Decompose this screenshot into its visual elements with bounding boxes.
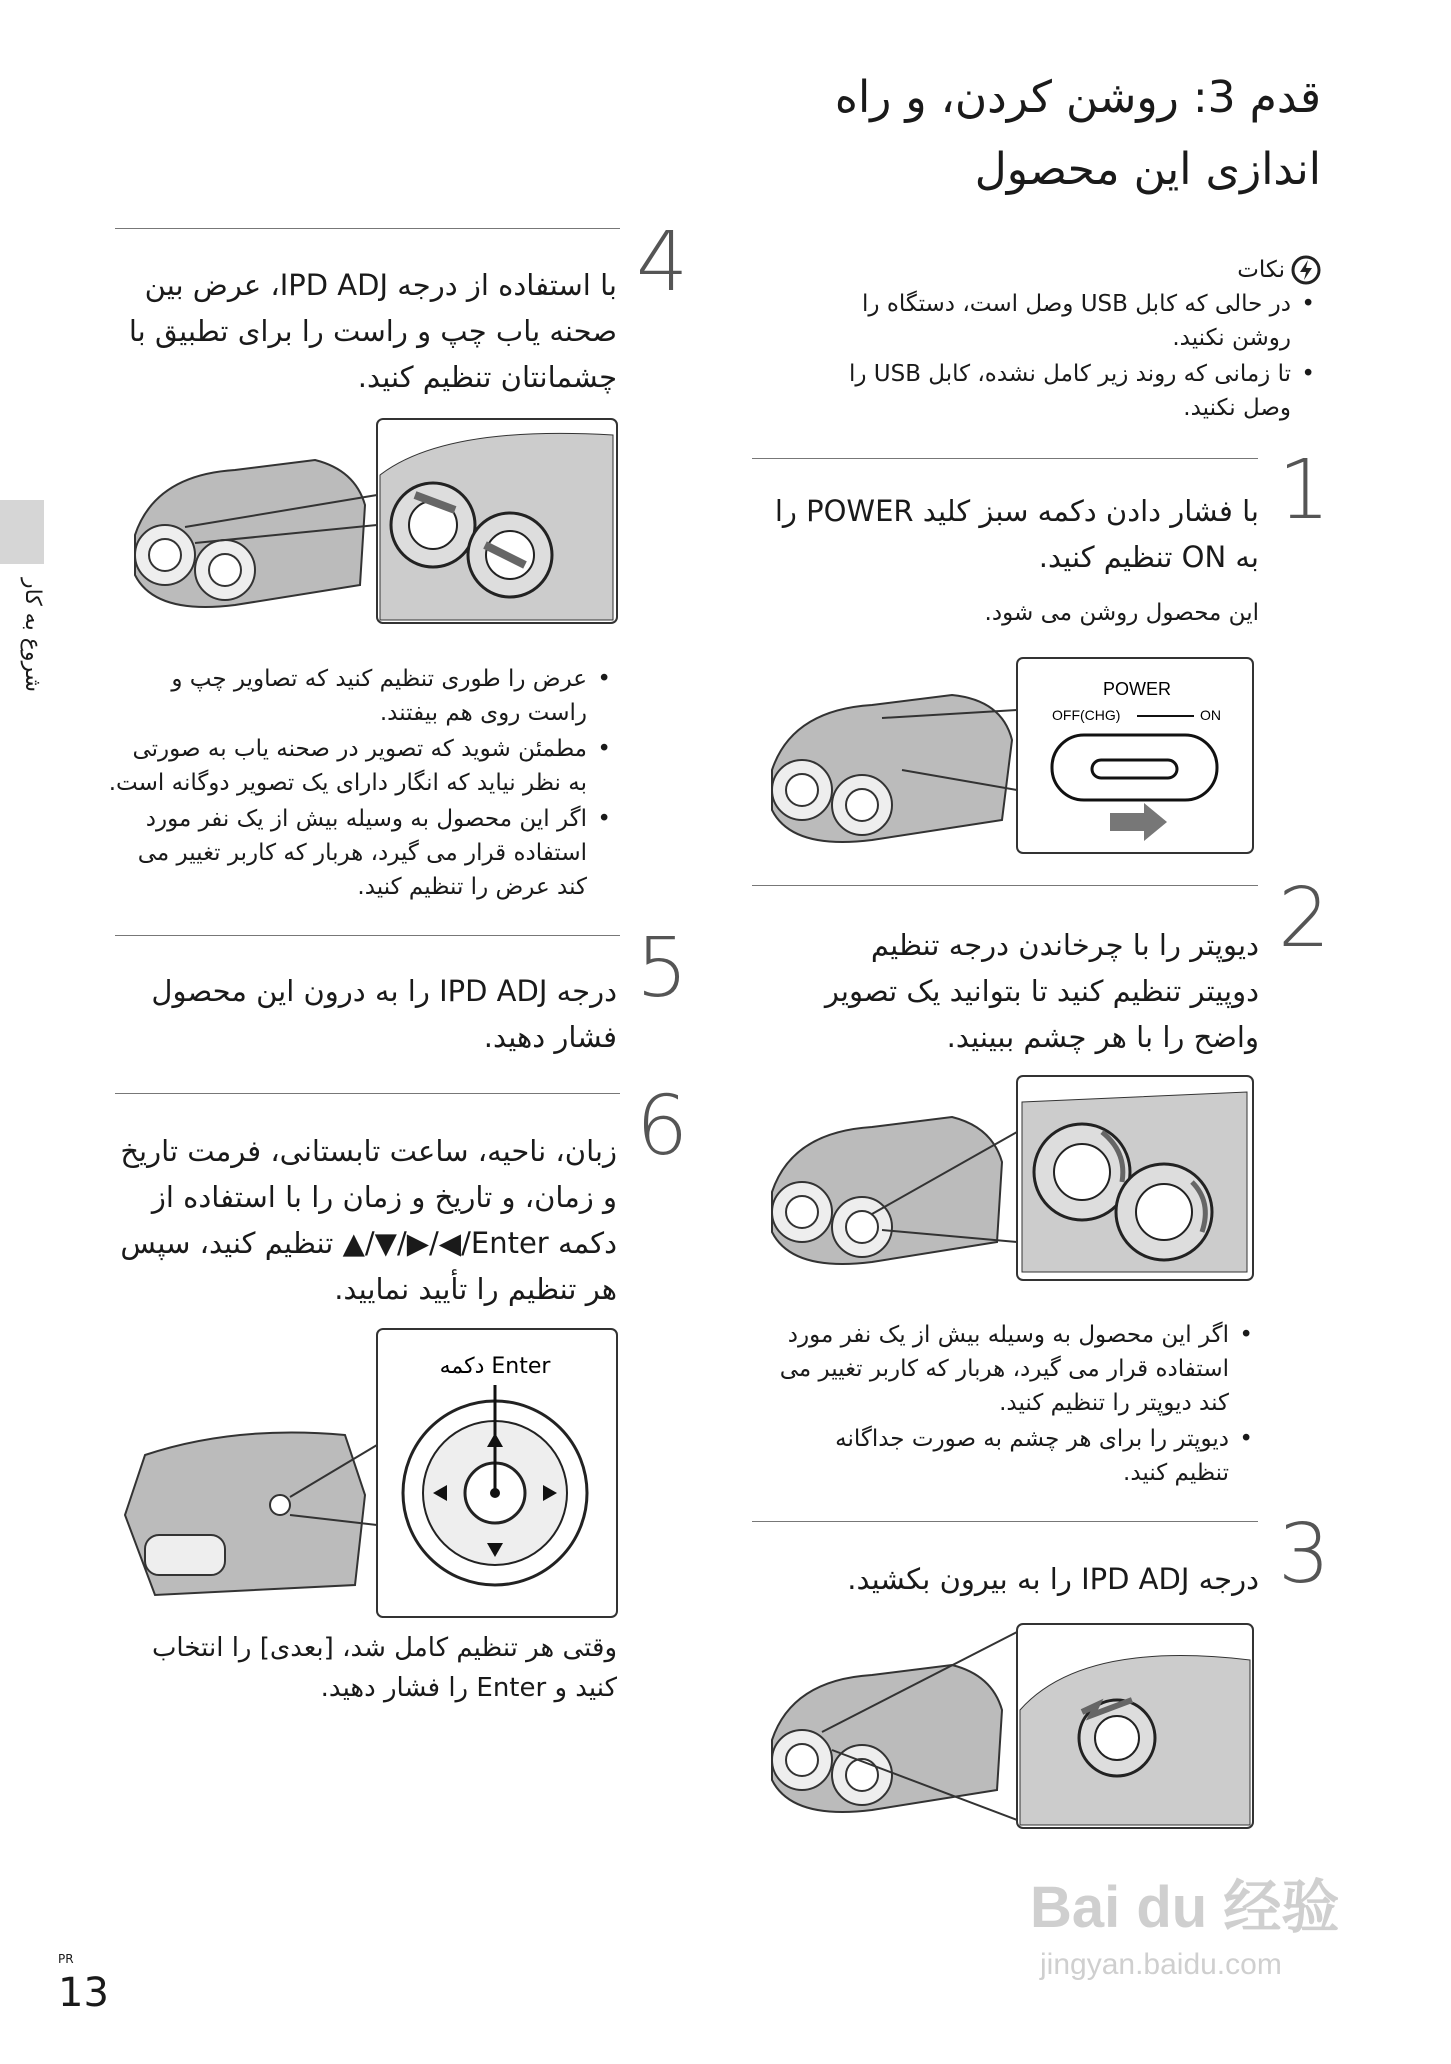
power-label: POWER <box>1102 679 1172 699</box>
step-number-1: 1 <box>1278 443 1331 538</box>
step-divider <box>752 458 1258 459</box>
section-tab <box>0 500 44 564</box>
notes-label: نکات <box>1237 257 1285 283</box>
page-number: 13 <box>58 1970 109 2016</box>
step-divider <box>752 1521 1258 1522</box>
step6-illustration <box>115 1325 620 1625</box>
step4-bullets <box>107 662 617 906</box>
list-item: • دیوپتر را برای هر چشم به صورت جداگانه تنظیم کنید. <box>779 1422 1229 1490</box>
step6-footer: وقتی هر تنظیم کامل شد، [بعدی] را انتخاب کنید و Enter را فشار دهید. <box>151 1633 617 1703</box>
step3-heading: درجه IPD ADJ را به بیرون بکشید. <box>847 1562 1259 1596</box>
step1-heading: با فشار دادن دکمه سبز کلید POWER را به ON تنظیم کنید. <box>774 494 1259 574</box>
step-divider <box>752 885 1258 886</box>
step-divider <box>115 228 620 229</box>
step-number-2: 2 <box>1278 871 1331 966</box>
step-number-3: 3 <box>1278 1507 1331 1602</box>
section-label: شروع به کار <box>20 578 45 693</box>
note-item: • در حالی که کابل USB وصل است، دستگاه را روشن نکنید. <box>841 287 1291 355</box>
step4-illustration <box>115 415 620 627</box>
on-label: ON <box>1200 707 1221 723</box>
step-number-5: 5 <box>636 921 689 1016</box>
note-icon <box>1291 255 1321 285</box>
step2-illustration <box>752 1072 1257 1284</box>
step1-illustration <box>752 650 1257 855</box>
enter-button-label: دکمه Enter <box>439 1354 551 1379</box>
list-item: • اگر این محصول به وسیله بیش از یک نفر مورد استفاده قرار می گیرد، هربار که کاربر تغییر می کند عرض را تنظیم کنید. <box>107 802 587 904</box>
notes-section <box>841 253 1321 427</box>
off-label: OFF(CHG) <box>1052 707 1121 723</box>
step3-illustration <box>752 1620 1257 1832</box>
list-item: • عرض را طوری تنظیم کنید که تصاویر چپ و راست روی هم بیفتند. <box>107 662 587 730</box>
step6-heading: زبان، ناحیه، ساعت تابستانی، فرمت تاریخ و زمان، و تاریخ و زمان را با استفاده از دکمه Enter/◀/▶/▼/▲ تنظیم کنید، سپس هر تنظیم را تأیید نمایید. <box>120 1134 617 1306</box>
watermark-url: jingyan.baidu.com <box>1040 1948 1282 1981</box>
page-title <box>761 62 1321 206</box>
step2-heading: دیوپتر را با چرخاندن درجه تنظیم دوپیتر تنظیم کنید تا بتوانید یک تصویر واضح را با هر چشم ببینید. <box>824 928 1259 1054</box>
step2-bullets <box>779 1318 1259 1492</box>
list-item: • اگر این محصول به وسیله بیش از یک نفر مورد استفاده قرار می گیرد، هربار که کاربر تغییر می کند دیوپتر را تنظیم کنید. <box>779 1318 1229 1420</box>
page-prefix: PR <box>58 1952 74 1966</box>
step-number-6: 6 <box>636 1079 689 1174</box>
step4-heading: با استفاده از درجه IPD ADJ، عرض بین صحنه یاب چپ و راست را برای تطبیق با چشمانتان تنظیم کنید. <box>128 268 617 394</box>
title-line-2: اندازی این محصول <box>974 144 1321 195</box>
step-divider <box>115 1093 620 1094</box>
step-divider <box>115 935 620 936</box>
step5-heading: درجه IPD ADJ را به درون این محصول فشار دهید. <box>151 974 617 1054</box>
watermark-brand: Bai du 经验 <box>1030 1875 1340 1940</box>
list-item: • مطمئن شوید که تصویر در صحنه یاب به صورتی به نظر نیاید که انگار دارای یک تصویر دوگانه است. <box>107 732 587 800</box>
step-number-4: 4 <box>636 215 689 310</box>
step1-subtext: این محصول روشن می شود. <box>984 600 1259 626</box>
title-line-1: قدم 3: روشن کردن، و راه <box>834 72 1321 123</box>
note-item: • تا زمانی که روند زیر کامل نشده، کابل USB را وصل نکنید. <box>841 357 1291 425</box>
